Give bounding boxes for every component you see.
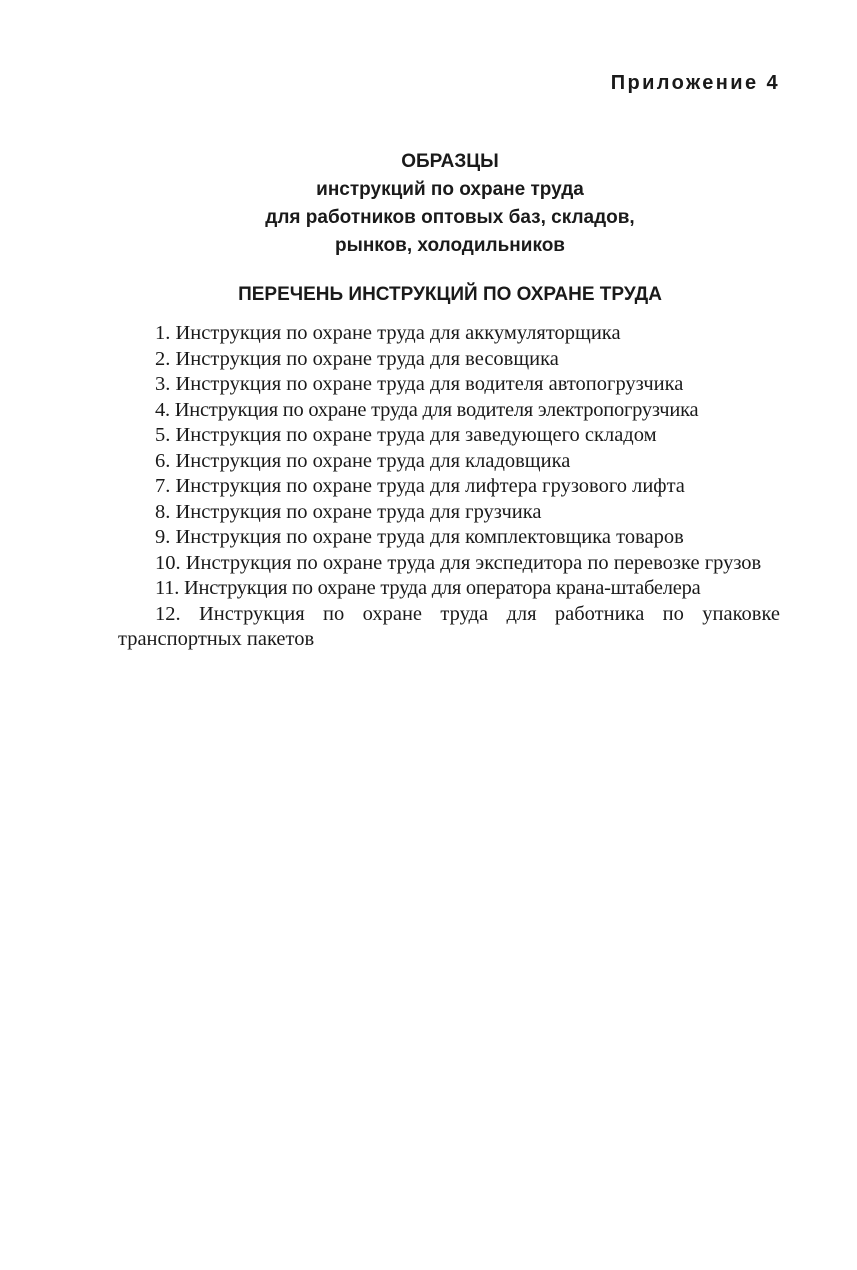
title-line-2: инструкций по охране труда — [316, 179, 584, 200]
list-item: 10. Инструкция по охране труда для экспедитора по перевозке грузов — [155, 551, 762, 574]
list-item: 5. Инструкция по охране труда для заведующего складом — [155, 424, 657, 446]
list-item: 1. Инструкция по охране труда для аккумуляторщика — [155, 322, 621, 344]
title-line-4: рынков, холодильников — [334, 235, 565, 256]
list-item: 9. Инструкция по охране труда для комплектовщика товаров — [155, 526, 684, 548]
list-heading: ПЕРЕЧЕНЬ ИНСТРУКЦИЙ ПО ОХРАНЕ ТРУДА — [238, 284, 662, 305]
list-item: 8. Инструкция по охране труда для грузчика — [155, 500, 542, 523]
list-item: 7. Инструкция по охране труда для лифтера грузового лифта — [155, 475, 685, 497]
appendix-label: Приложение 4 — [610, 72, 780, 94]
list-item: 6. Инструкция по охране труда для кладовщика — [155, 449, 571, 472]
list-item: 12. Инструкция по охране труда для работника по упаковке транспортных пакетов — [118, 602, 780, 650]
list-item: 11. Инструкция по охране труда для оператора крана-штабелера — [155, 577, 701, 599]
list-item: 2. Инструкция по охране труда для весовщика — [155, 347, 559, 370]
document-title — [0, 148, 857, 260]
title-line-1: ОБРАЗЦЫ — [401, 151, 499, 172]
instruction-list — [118, 321, 780, 653]
list-item: 3. Инструкция по охране труда для водителя автопогрузчика — [155, 373, 684, 395]
list-item: 4. Инструкция по охране труда для водителя электропогрузчика — [155, 398, 699, 421]
title-line-3: для работников оптовых баз, складов, — [265, 207, 635, 228]
